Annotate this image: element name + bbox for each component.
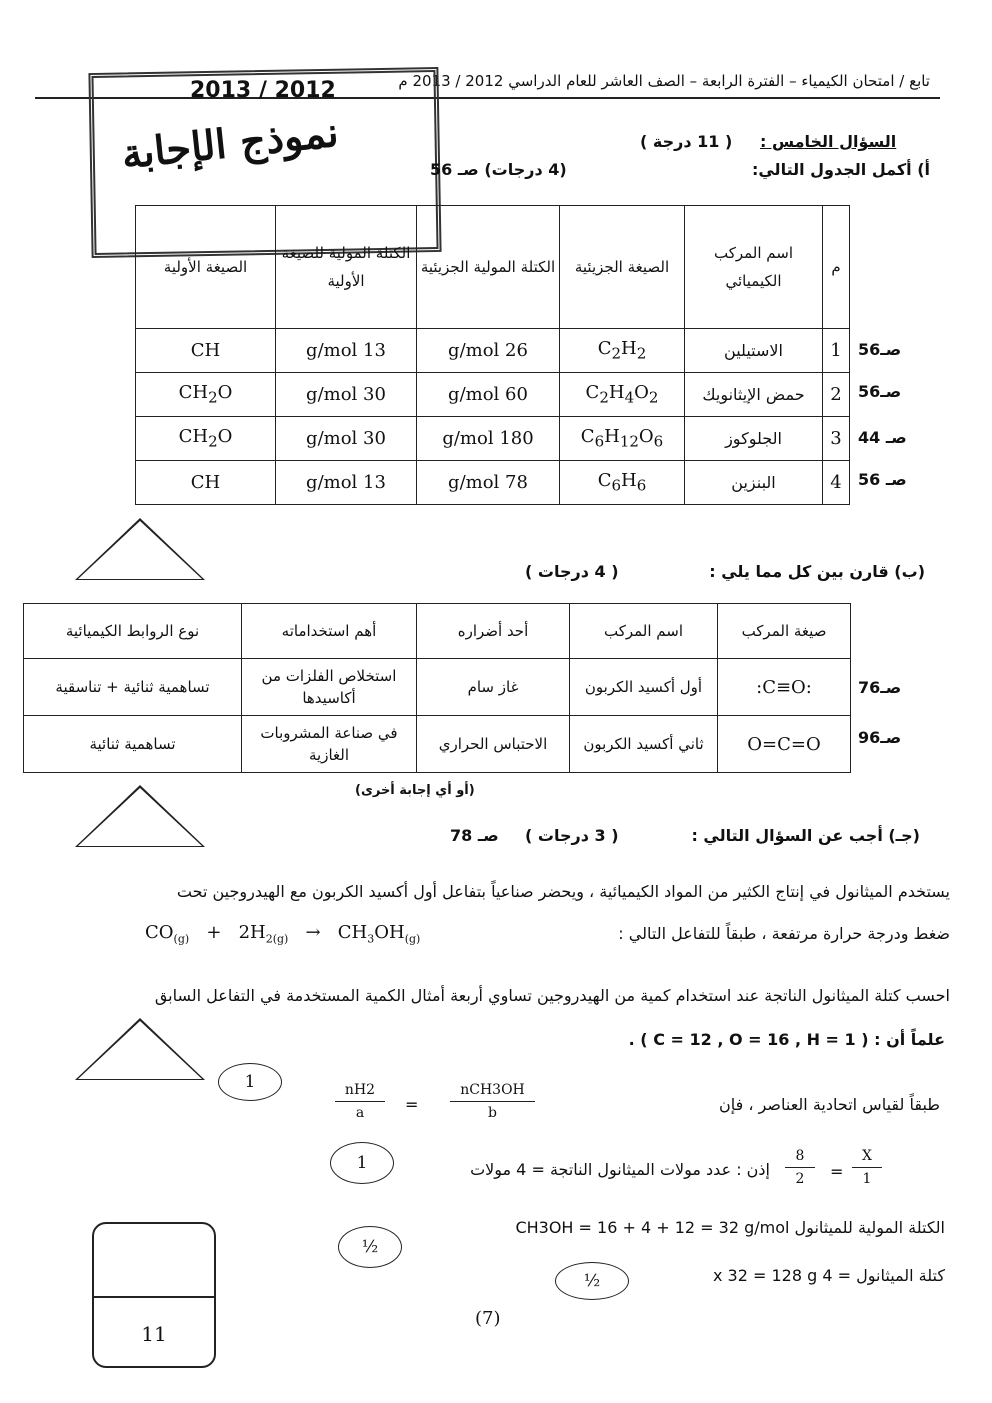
question5-marks: ( 11 درجة ) (640, 132, 733, 151)
table-row (24, 716, 851, 773)
table-row (136, 417, 850, 461)
fraction-denominator: 2 (795, 1171, 805, 1187)
col-name-header: اسم المركب (570, 604, 718, 659)
bond-type: تساهمية ثنائية + تناسقية (24, 659, 242, 716)
fraction-numerator: nH2 (335, 1082, 385, 1102)
row-num: 4 (823, 461, 850, 505)
fraction (852, 1148, 882, 1187)
col-name-header: اسم المركب الكيميائي (685, 206, 823, 329)
molar-mass: 60 g/mol (417, 373, 560, 417)
table-row (136, 329, 850, 373)
fraction-numerator: X (852, 1148, 882, 1168)
comparison-table (23, 603, 851, 773)
total-score-box (92, 1222, 216, 1368)
empirical-mass: 30 g/mol (276, 417, 417, 461)
empirical-mass: 13 g/mol (276, 461, 417, 505)
mark-oval: ½ (555, 1262, 629, 1300)
bond-type: تساهمية ثنائية (24, 716, 242, 773)
table-row (24, 659, 851, 716)
col-formula-header: صيغة المركب (718, 604, 851, 659)
page-ref: صـ76 (858, 678, 902, 697)
part-b-marks: ( 4 درجات ) (525, 562, 619, 581)
col-bond-header: نوع الروابط الكيميائية (24, 604, 242, 659)
compounds-table (135, 205, 850, 505)
mark-oval: 1 (218, 1063, 282, 1101)
question5-title: السؤال الخامس : (760, 132, 897, 151)
step-text: كتلة الميثانول = 4 x 32 = 128 g (713, 1266, 945, 1285)
empirical-formula: CH (136, 461, 276, 505)
fraction-numerator: 8 (785, 1148, 815, 1168)
answer-key-stamp: نموذج الإجابة (119, 108, 341, 179)
question-paragraph: ضغط ودرجة حرارة مرتفعة ، طبقاً للتفاعل التالي : (618, 924, 950, 943)
fraction-denominator: 1 (862, 1171, 872, 1187)
col-harm-header: أحد أضراره (417, 604, 570, 659)
compound-name: حمض الإيثانويك (685, 373, 823, 417)
page-ref: صـ56 (858, 340, 902, 359)
exam-header: تابع / امتحان الكيمياء – الفترة الرابعة – الصف العاشر للعام الدراسي 2012 / 2013 م (398, 72, 930, 90)
fraction (785, 1148, 815, 1187)
grade-triangle (75, 518, 205, 580)
part-b-label: (ب) قارن بين كل مما يلي : (709, 562, 925, 581)
equals-sign: = (830, 1162, 844, 1181)
compound-name: الجلوكوز (685, 417, 823, 461)
compound-name: الاستيلين (685, 329, 823, 373)
page-ref: صـ96 (858, 728, 902, 747)
fraction-numerator: nCH3OH (450, 1082, 535, 1102)
given-masses: علماً أن : ( C = 12 , O = 16 , H = 1 ) . (628, 1030, 945, 1049)
col-empirical-mass-header: الكتلة المولية للصيغة الأولية (276, 206, 417, 329)
page-ref: صـ 56 (858, 470, 907, 489)
fraction (450, 1082, 535, 1121)
col-empirical-header: الصيغة الأولية (136, 206, 276, 329)
fraction-denominator: b (488, 1105, 497, 1121)
col-molar-mass-header: الكتلة المولية الجزيئية (417, 206, 560, 329)
step-text: إذن : عدد مولات الميثانول الناتجة = 4 مولات (470, 1160, 770, 1179)
compound-name: أول أكسيد الكربون (570, 659, 718, 716)
part-a-label: أ) أكمل الجدول التالي: (751, 160, 930, 179)
total-score-value: 11 (141, 1322, 167, 1346)
question-paragraph: يستخدم الميثانول في إنتاج الكثير من المواد الكيميائية ، ويحضر صناعياً بتفاعل أول أكسيد الكربون مع الهيدروجين تحت (176, 882, 950, 901)
table-header-row (24, 604, 851, 659)
molecular-formula: $C_2H_2$ (560, 329, 685, 373)
compound-name: البنزين (685, 461, 823, 505)
mark-oval: ½ (338, 1226, 402, 1268)
part-c-marks: ( 3 درجات ) (525, 826, 619, 845)
question-paragraph: احسب كتلة الميثانول الناتجة عند استخدام كمية من الهيدروجين تساوي أربعة أمثال الكمية المستخدمة في التفاعل السابق (154, 986, 950, 1005)
stamp-year: 2013 / 2012 (190, 78, 336, 103)
page-ref: صـ56 (858, 382, 902, 401)
step-text: الكتلة المولية للميثانول CH3OH = 16 + 4 + 12 = 32 g/mol (515, 1218, 945, 1237)
part-a-marks: (4 درجات) صـ 56 (430, 160, 567, 179)
compound-harm: غاز سام (417, 659, 570, 716)
compound-use: في صناعة المشروبات الغازية (242, 716, 417, 773)
row-num: 2 (823, 373, 850, 417)
mark-oval: 1 (330, 1142, 394, 1184)
page-number: (7) (475, 1308, 501, 1329)
molecular-formula: $C_6H_{12}O_6$ (560, 417, 685, 461)
part-c-page-ref: صـ 78 (450, 826, 499, 845)
grade-triangle (75, 785, 205, 847)
molar-mass: 78 g/mol (417, 461, 560, 505)
step-text: طبقاً لقياس اتحادية العناصر ، فإن (718, 1095, 940, 1114)
compound-harm: الاحتباس الحراري (417, 716, 570, 773)
compound-formula: :C≡O: (718, 659, 851, 716)
row-num: 3 (823, 417, 850, 461)
table-row (136, 461, 850, 505)
table-header-row (136, 206, 850, 329)
empirical-formula: $CH_2O$ (136, 417, 276, 461)
grade-triangle (75, 1018, 205, 1080)
fraction (335, 1082, 385, 1121)
row-num: 1 (823, 329, 850, 373)
compound-formula: O=C=O (718, 716, 851, 773)
compound-name: ثاني أكسيد الكربون (570, 716, 718, 773)
molar-mass: 180 g/mol (417, 417, 560, 461)
col-use-header: أهم استخداماته (242, 604, 417, 659)
part-c-label: (جـ) أجب عن السؤال التالي : (691, 826, 920, 845)
fraction-denominator: a (355, 1105, 365, 1121)
page-ref: صـ 44 (858, 428, 907, 447)
compound-use: استخلاص الفلزات من أكاسيدها (242, 659, 417, 716)
molecular-formula: $C_6H_6$ (560, 461, 685, 505)
empirical-mass: 30 g/mol (276, 373, 417, 417)
equals-sign: = (405, 1095, 419, 1114)
total-score-divider (92, 1296, 216, 1298)
other-answers-note: (أو أي إجابة أخرى) (355, 783, 475, 798)
molecular-formula: $C_2H_4O_2$ (560, 373, 685, 417)
empirical-mass: 13 g/mol (276, 329, 417, 373)
col-num-header: م (823, 206, 850, 329)
reaction-equation: $CO_{(g)} + 2H_{2(g)} \to CH_3OH_{(g)}$ (145, 922, 421, 946)
col-molecular-header: الصيغة الجزيئية (560, 206, 685, 329)
molar-mass: 26 g/mol (417, 329, 560, 373)
empirical-formula: CH (136, 329, 276, 373)
table-row (136, 373, 850, 417)
empirical-formula: $CH_2O$ (136, 373, 276, 417)
